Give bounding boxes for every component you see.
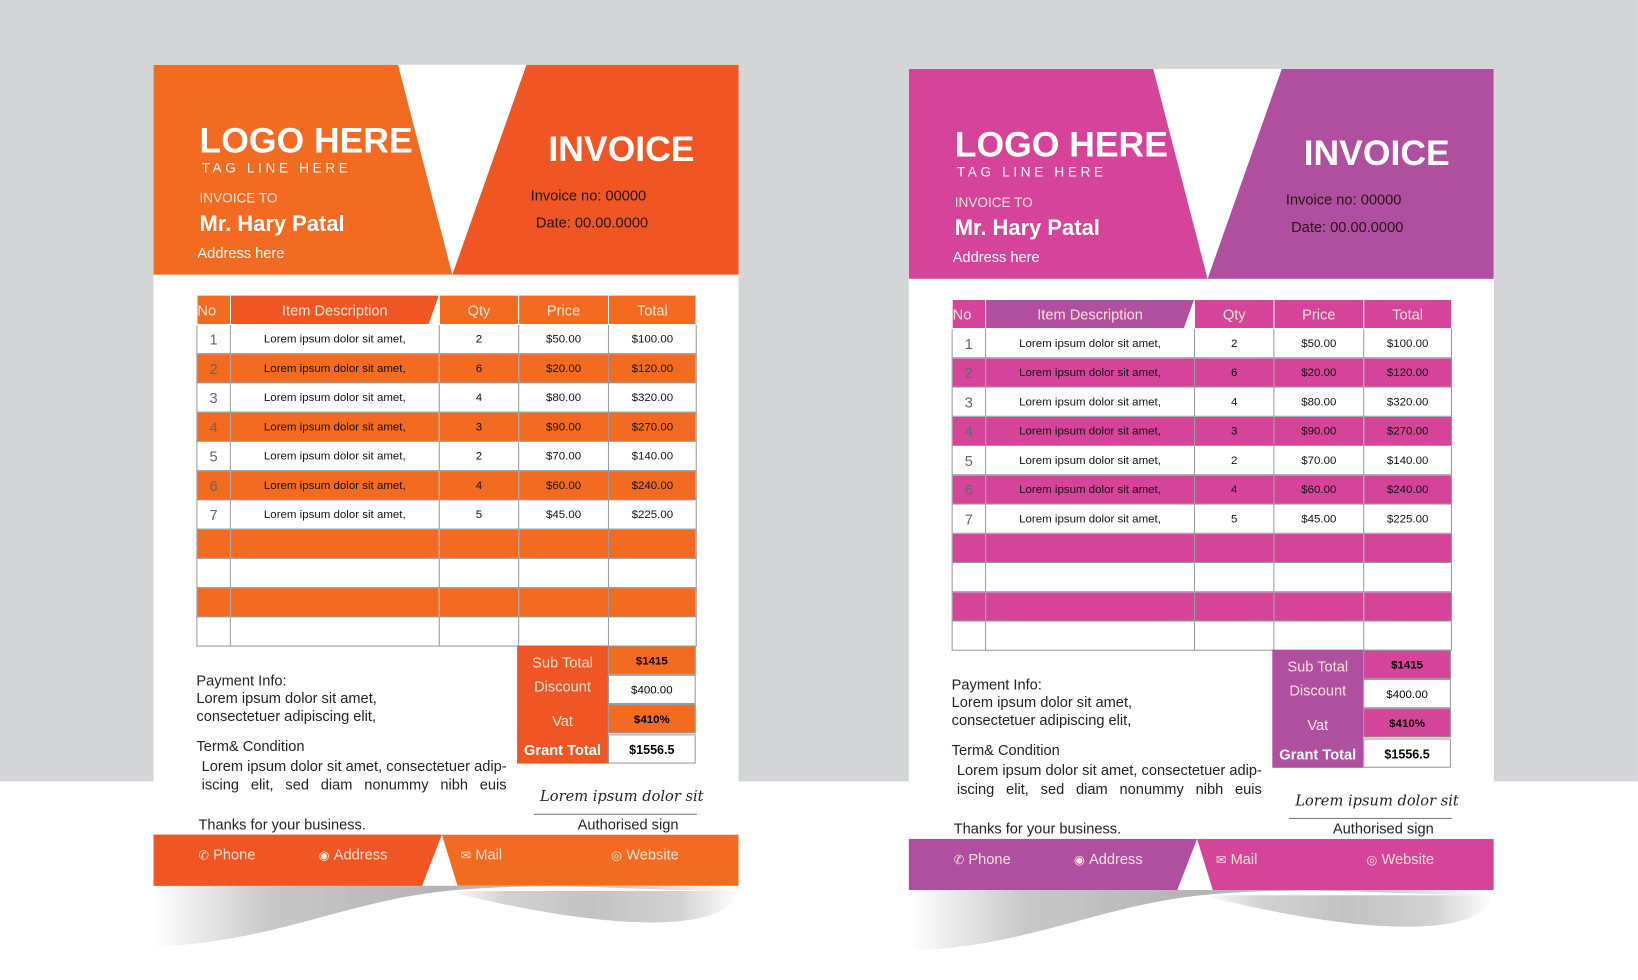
- footer-address-label: Address: [1088, 850, 1143, 868]
- table-cell: 4: [439, 383, 518, 412]
- table-cell: $80.00: [1274, 387, 1364, 416]
- globe-icon: ◎: [611, 848, 623, 863]
- table-cell: Lorem ipsum dolor sit amet,: [230, 383, 439, 412]
- table-row: [197, 558, 696, 587]
- invoice-date: Date: 00.00.0000: [1291, 218, 1404, 236]
- table-cell: Lorem ipsum dolor sit amet,: [986, 475, 1195, 504]
- column-header-price: Price: [1274, 299, 1364, 328]
- client-address: Address here: [952, 248, 1040, 266]
- table-cell: $120.00: [1364, 358, 1452, 387]
- table-cell: 6: [1195, 358, 1274, 387]
- table-row: [952, 592, 1451, 621]
- invoice-to-label: INVOICE TO: [199, 190, 278, 206]
- table-cell: $70.00: [519, 441, 609, 470]
- table-row: [197, 383, 696, 412]
- mail-icon: ✉: [1215, 852, 1227, 868]
- invoice-number: Invoice no: 00000: [1285, 191, 1402, 208]
- table-cell: 2: [439, 441, 518, 470]
- invoice-footer: [154, 835, 739, 886]
- column-header-total: Total: [608, 295, 696, 324]
- footer-website-label: Website: [626, 846, 679, 863]
- table-header: [952, 299, 1451, 328]
- table-cell: $70.00: [1274, 446, 1364, 475]
- table-cell: [519, 529, 609, 558]
- footer-phone: [954, 850, 1011, 867]
- table-cell: $270.00: [1364, 416, 1452, 445]
- table-cell: [952, 533, 985, 562]
- table-cell: 5: [1195, 504, 1274, 533]
- table-cell: 4: [439, 471, 518, 500]
- table-cell: [986, 533, 1195, 562]
- totals-labels: [517, 646, 608, 764]
- sub-total-value: $1415: [608, 646, 696, 675]
- table-cell: [608, 588, 696, 617]
- payment-info: Payment Info: Lorem ipsum dolor sit amet, consectetuer adipiscing elit,: [951, 675, 1133, 729]
- table-cell: Lorem ipsum dolor sit amet,: [986, 387, 1195, 416]
- discount-value: $400.00: [608, 675, 696, 704]
- sub-total-label: Sub Total: [1287, 658, 1349, 675]
- table-cell: $90.00: [519, 412, 609, 441]
- table-cell: [1195, 563, 1274, 592]
- table-row: [952, 387, 1451, 416]
- table-cell: [952, 592, 985, 621]
- tagline: TAG LINE HERE: [201, 159, 352, 176]
- table-cell: 5: [439, 500, 518, 529]
- table-cell: $20.00: [1274, 358, 1364, 387]
- vat-value: $410%: [1363, 708, 1451, 737]
- table-cell: $80.00: [519, 383, 609, 412]
- column-header-total: Total: [1364, 299, 1452, 328]
- invoice-header: [909, 69, 1494, 279]
- table-cell: $320.00: [1364, 387, 1452, 416]
- table-cell: 6: [952, 475, 985, 504]
- table-cell: 2: [197, 354, 230, 383]
- table-row: [952, 533, 1451, 562]
- items-table: [196, 295, 696, 647]
- table-cell: [519, 617, 609, 646]
- table-row: [197, 354, 696, 383]
- table-cell: [1274, 621, 1364, 650]
- table-row: [197, 617, 696, 646]
- column-header-price: Price: [519, 295, 609, 324]
- table-cell: 6: [439, 354, 518, 383]
- table-cell: $45.00: [1274, 504, 1364, 533]
- table-cell: 5: [197, 441, 230, 470]
- table-cell: 2: [952, 358, 985, 387]
- table-row: [952, 475, 1451, 504]
- thanks-text: Thanks for your business.: [953, 820, 1122, 837]
- signature-line: [1289, 818, 1452, 819]
- payment-info: Payment Info: Lorem ipsum dolor sit amet, consectetuer adipiscing elit,: [196, 671, 377, 724]
- table-cell: $100.00: [1364, 329, 1452, 358]
- table-cell: $90.00: [1274, 416, 1364, 445]
- table-cell: Lorem ipsum dolor sit amet,: [986, 446, 1195, 475]
- table-cell: [230, 617, 439, 646]
- table-cell: $240.00: [608, 471, 696, 500]
- table-row: [197, 441, 696, 470]
- vat-label: Vat: [552, 712, 573, 730]
- globe-icon: ◎: [1366, 852, 1378, 868]
- invoice-title: INVOICE: [1303, 133, 1450, 174]
- table-cell: [439, 529, 518, 558]
- table-cell: 2: [1195, 329, 1274, 358]
- table-cell: [439, 588, 518, 617]
- table-cell: 4: [1195, 387, 1274, 416]
- signature-line: [534, 814, 697, 815]
- column-header-no: No: [197, 295, 230, 324]
- table-cell: $50.00: [1274, 329, 1364, 358]
- discount-value: $400.00: [1363, 679, 1451, 708]
- footer-mail: [1216, 850, 1258, 867]
- phone-icon: ✆: [953, 852, 965, 868]
- footer-address: [1074, 850, 1143, 867]
- table-row: [952, 329, 1451, 358]
- terms-title: Term& Condition: [951, 741, 1060, 759]
- table-cell: [1274, 533, 1364, 562]
- footer-website-label: Website: [1381, 850, 1435, 868]
- items-table: [952, 299, 1452, 651]
- mail-icon: ✉: [460, 848, 472, 863]
- table-row: [952, 621, 1451, 650]
- table-cell: 7: [952, 504, 985, 533]
- table-cell: 3: [439, 412, 518, 441]
- table-cell: [608, 529, 696, 558]
- table-cell: [1364, 621, 1452, 650]
- column-header-description: Item Description: [230, 295, 439, 324]
- table-cell: [439, 617, 518, 646]
- table-cell: 6: [197, 471, 230, 500]
- logo-text: LOGO HERE: [199, 121, 413, 161]
- table-cell: Lorem ipsum dolor sit amet,: [230, 324, 439, 353]
- table-cell: [1274, 563, 1364, 592]
- table-cell: Lorem ipsum dolor sit amet,: [230, 471, 439, 500]
- table-cell: [197, 617, 230, 646]
- totals-labels: [1272, 650, 1363, 768]
- thanks-text: Thanks for your business.: [198, 815, 366, 833]
- table-cell: $120.00: [608, 354, 696, 383]
- table-cell: $45.00: [519, 500, 609, 529]
- footer-address-label: Address: [333, 846, 388, 863]
- table-header: [197, 295, 696, 324]
- table-cell: [230, 529, 439, 558]
- table-cell: $140.00: [608, 441, 696, 470]
- invoice-title: INVOICE: [548, 129, 695, 170]
- footer-address: [319, 846, 388, 863]
- invoice-footer: [909, 839, 1494, 890]
- table-row: [197, 324, 696, 353]
- table-cell: [519, 588, 609, 617]
- table-cell: [986, 621, 1195, 650]
- table-cell: [230, 558, 439, 587]
- invoice-document: [909, 69, 1494, 957]
- table-cell: 2: [439, 324, 518, 353]
- totals-block: [1272, 650, 1451, 768]
- grand-total-value: $1556.5: [608, 734, 696, 763]
- column-header-qty: Qty: [1195, 299, 1274, 328]
- invoice-document: [154, 65, 739, 953]
- table-cell: 4: [1195, 475, 1274, 504]
- table-cell: Lorem ipsum dolor sit amet,: [986, 504, 1195, 533]
- location-pin-icon: ◉: [1073, 852, 1085, 868]
- terms-text: Lorem ipsum dolor sit amet, consectetuer adip- iscing elit, sed diam nonummy nibh euis: [201, 757, 507, 793]
- table-cell: [1195, 592, 1274, 621]
- table-cell: 4: [952, 416, 985, 445]
- terms-title: Term& Condition: [196, 737, 305, 755]
- table-cell: 5: [952, 446, 985, 475]
- table-cell: $60.00: [1274, 475, 1364, 504]
- table-cell: Lorem ipsum dolor sit amet,: [230, 500, 439, 529]
- table-cell: [197, 588, 230, 617]
- client-name: Mr. Hary Patal: [954, 216, 1100, 241]
- discount-label: Discount: [534, 677, 591, 695]
- client-name: Mr. Hary Patal: [199, 212, 345, 237]
- table-cell: 7: [197, 500, 230, 529]
- footer-phone: [198, 846, 255, 863]
- table-cell: [439, 558, 518, 587]
- discount-label: Discount: [1289, 682, 1347, 699]
- table-cell: $225.00: [608, 500, 696, 529]
- tagline: TAG LINE HERE: [956, 164, 1107, 180]
- table-cell: [230, 588, 439, 617]
- table-cell: [197, 529, 230, 558]
- table-row: [197, 500, 696, 529]
- terms-text: Lorem ipsum dolor sit amet, consectetuer adip- iscing elit, sed diam nonummy nibh euis: [956, 761, 1262, 798]
- table-cell: $140.00: [1364, 446, 1452, 475]
- table-cell: 1: [952, 329, 985, 358]
- client-address: Address here: [197, 244, 285, 262]
- sub-total-label: Sub Total: [532, 653, 593, 671]
- location-pin-icon: ◉: [318, 848, 330, 863]
- footer-phone-label: Phone: [968, 850, 1011, 868]
- phone-icon: ✆: [198, 848, 209, 863]
- table-row: [197, 412, 696, 441]
- table-cell: Lorem ipsum dolor sit amet,: [986, 329, 1195, 358]
- table-cell: $60.00: [519, 471, 609, 500]
- table-cell: Lorem ipsum dolor sit amet,: [230, 441, 439, 470]
- table-cell: [952, 563, 985, 592]
- table-cell: 1: [197, 324, 230, 353]
- page-curl-shadow: [145, 886, 747, 949]
- grand-total-value: $1556.5: [1363, 739, 1451, 768]
- table-row: [197, 529, 696, 558]
- table-cell: $20.00: [519, 354, 609, 383]
- footer-mail: [461, 846, 503, 863]
- authorised-sign-label: Authorised sign: [1332, 820, 1434, 837]
- invoice-number: Invoice no: 00000: [530, 186, 647, 204]
- footer-website: [1366, 850, 1434, 867]
- table-cell: $100.00: [608, 324, 696, 353]
- signature: Lorem ipsum dolor sit: [1295, 792, 1459, 810]
- totals-block: [517, 646, 696, 764]
- table-cell: $320.00: [608, 383, 696, 412]
- column-header-no: No: [952, 299, 985, 328]
- invoice-to-label: INVOICE TO: [954, 194, 1033, 210]
- table-cell: [608, 617, 696, 646]
- footer-mail-label: Mail: [1230, 850, 1258, 868]
- table-row: [952, 504, 1451, 533]
- column-header-qty: Qty: [439, 295, 518, 324]
- table-cell: [197, 558, 230, 587]
- vat-label: Vat: [1307, 716, 1329, 734]
- table-cell: $270.00: [608, 412, 696, 441]
- invoice-header: [154, 65, 739, 275]
- signature: Lorem ipsum dolor sit: [540, 788, 704, 806]
- logo-text: LOGO HERE: [954, 125, 1168, 166]
- table-cell: [1364, 533, 1452, 562]
- table-cell: [1364, 563, 1452, 592]
- table-cell: 3: [952, 387, 985, 416]
- table-row: [952, 358, 1451, 387]
- table-cell: $50.00: [519, 324, 609, 353]
- table-cell: [1274, 592, 1364, 621]
- grand-total-label: Grant Total: [1279, 745, 1357, 763]
- table-cell: [952, 621, 985, 650]
- table-cell: $240.00: [1364, 475, 1452, 504]
- table-row: [952, 563, 1451, 592]
- footer-phone-label: Phone: [213, 846, 256, 863]
- table-cell: 4: [197, 412, 230, 441]
- table-cell: [519, 558, 609, 587]
- table-cell: Lorem ipsum dolor sit amet,: [230, 354, 439, 383]
- invoice-date: Date: 00.00.0000: [535, 214, 649, 231]
- table-cell: 3: [1195, 416, 1274, 445]
- table-cell: [1195, 621, 1274, 650]
- table-cell: 2: [1195, 446, 1274, 475]
- footer-website: [611, 846, 679, 863]
- table-row: [197, 588, 696, 617]
- page-curl-shadow: [900, 890, 1502, 953]
- table-cell: [1364, 592, 1452, 621]
- sub-total-value: $1415: [1363, 650, 1451, 679]
- table-row: [952, 446, 1451, 475]
- table-row: [952, 416, 1451, 445]
- vat-value: $410%: [608, 704, 696, 733]
- authorised-sign-label: Authorised sign: [577, 815, 679, 833]
- table-cell: Lorem ipsum dolor sit amet,: [986, 358, 1195, 387]
- table-cell: [608, 558, 696, 587]
- table-cell: Lorem ipsum dolor sit amet,: [230, 412, 439, 441]
- table-cell: 3: [197, 383, 230, 412]
- table-cell: $225.00: [1364, 504, 1452, 533]
- table-cell: [986, 563, 1195, 592]
- table-cell: Lorem ipsum dolor sit amet,: [986, 416, 1195, 445]
- footer-mail-label: Mail: [475, 846, 503, 863]
- table-cell: [986, 592, 1195, 621]
- column-header-description: Item Description: [986, 299, 1195, 328]
- grand-total-label: Grant Total: [524, 741, 601, 759]
- table-row: [197, 471, 696, 500]
- table-cell: [1195, 533, 1274, 562]
